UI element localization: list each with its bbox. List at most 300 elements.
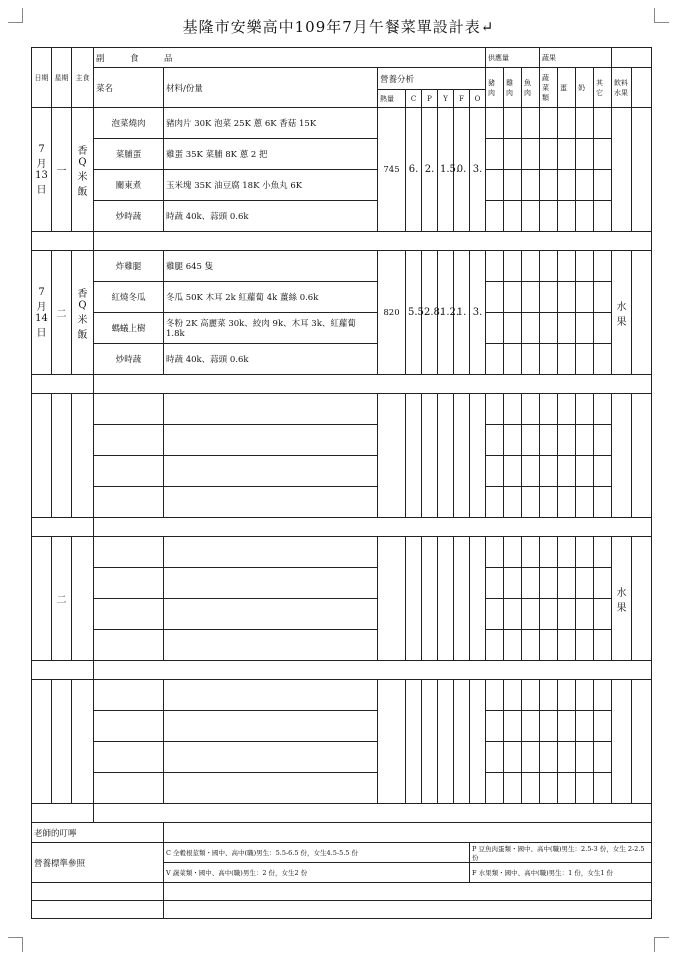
calories-value — [378, 680, 406, 804]
supply-cell — [522, 742, 540, 773]
supply-cell — [576, 711, 594, 742]
dish-name — [94, 599, 164, 630]
supply-cell — [486, 487, 504, 518]
supply-cell — [486, 139, 504, 170]
nutrient-f-value — [454, 680, 470, 804]
supply-cell — [522, 537, 540, 568]
supply-cell — [558, 139, 576, 170]
supply-cell — [594, 313, 612, 344]
supply-cell — [594, 773, 612, 804]
blank-cell — [32, 901, 164, 919]
blank-cell — [632, 537, 652, 661]
teacher-note-label: 老師的叮嚀 — [32, 823, 164, 843]
supply-cell — [522, 313, 540, 344]
nutrient-f-value: 1. — [454, 251, 470, 375]
nutrient-c-value — [406, 394, 422, 518]
calories-value: 820 — [378, 251, 406, 375]
footer-row — [32, 843, 652, 863]
separator-cell — [94, 375, 652, 394]
supply-cell — [486, 108, 504, 139]
calories-value — [378, 394, 406, 518]
header-ingredients: 材料/份量 — [164, 68, 378, 108]
dish-name: 紅燒冬瓜 — [94, 282, 164, 313]
supply-cell — [522, 630, 540, 661]
supply-cell — [540, 108, 558, 139]
supply-cell — [576, 394, 594, 425]
supply-cell — [486, 201, 504, 232]
supply-cell — [558, 201, 576, 232]
supply-cell — [486, 742, 504, 773]
day-date — [32, 394, 52, 518]
supply-cell — [594, 170, 612, 201]
supply-cell — [594, 108, 612, 139]
header-p: P — [422, 90, 438, 108]
supply-cell — [594, 599, 612, 630]
supply-cell — [540, 599, 558, 630]
table-row — [32, 282, 652, 313]
blank-cell — [632, 251, 652, 375]
header-date: 日期 — [32, 48, 52, 108]
day-date — [32, 680, 52, 804]
header-nutrition: 營養分析 — [378, 68, 486, 90]
dish-ingredients: 時蔬 40k、蒜頭 0.6k — [164, 344, 378, 375]
nutrient-p-value: 2.8. — [422, 251, 438, 375]
dish-ingredients: 時蔬 40k、蒜頭 0.6k — [164, 201, 378, 232]
day-staple: 香Q米飯 — [72, 108, 94, 232]
header-col-2: 魚肉 — [522, 68, 540, 108]
nutrient-o-value: 3. — [470, 108, 486, 232]
nutrient-y-value — [438, 537, 454, 661]
day-staple: 香Q米飯 — [72, 251, 94, 375]
dish-ingredients: 雞腿 645 隻 — [164, 251, 378, 282]
supply-cell — [576, 742, 594, 773]
nutrient-y-value — [438, 680, 454, 804]
supply-cell — [576, 630, 594, 661]
nutrient-f-value: 0. — [454, 108, 470, 232]
supply-cell — [540, 344, 558, 375]
header-f: F — [454, 90, 470, 108]
supply-cell — [504, 201, 522, 232]
header-drink: 飲料水果 — [612, 68, 632, 108]
dish-ingredients — [164, 599, 378, 630]
supply-cell — [522, 201, 540, 232]
supply-cell — [540, 201, 558, 232]
blank-cell — [32, 883, 164, 901]
nutrient-p-value: 2. — [422, 108, 438, 232]
nutrient-o-value — [470, 680, 486, 804]
dish-name: 炒時蔬 — [94, 344, 164, 375]
nutrient-y-value — [438, 394, 454, 518]
standard-v: V 蔬菜類・國中、高中(職)男生：2 份，女生2 份 — [164, 863, 470, 883]
header-col-5: 奶 — [576, 68, 594, 108]
day-staple — [72, 394, 94, 518]
day-weekday: 二 — [52, 251, 72, 375]
supply-cell — [594, 282, 612, 313]
dish-name — [94, 680, 164, 711]
day-date — [32, 537, 52, 661]
teacher-note-content — [164, 823, 652, 843]
footer-row — [32, 883, 652, 901]
separator-cell — [94, 518, 652, 537]
supply-cell — [540, 568, 558, 599]
supply-cell — [522, 680, 540, 711]
table-row — [32, 711, 652, 742]
nutrient-y-value: 1.2. — [438, 251, 454, 375]
dish-ingredients — [164, 630, 378, 661]
supply-cell — [558, 251, 576, 282]
supply-cell — [486, 599, 504, 630]
supply-cell — [558, 680, 576, 711]
blank-cell — [164, 901, 652, 919]
supply-cell — [576, 599, 594, 630]
supply-cell — [504, 773, 522, 804]
table-row — [32, 201, 652, 232]
table-row — [32, 139, 652, 170]
header-calories: 熱量 — [378, 90, 406, 108]
supply-cell — [504, 282, 522, 313]
supply-cell — [486, 773, 504, 804]
table-row — [32, 742, 652, 773]
supply-cell — [504, 313, 522, 344]
nutrient-o-value: 3. — [470, 251, 486, 375]
dish-name — [94, 568, 164, 599]
header-col-3: 蔬菜類 — [540, 68, 558, 108]
dish-name — [94, 773, 164, 804]
supply-cell — [576, 108, 594, 139]
supply-cell — [522, 282, 540, 313]
supply-cell — [486, 711, 504, 742]
nutrient-p-value — [422, 680, 438, 804]
fruit-value: 水果 — [612, 537, 632, 661]
supply-cell — [540, 456, 558, 487]
nutrient-p-value — [422, 537, 438, 661]
supply-cell — [576, 680, 594, 711]
table-row — [32, 599, 652, 630]
supply-cell — [504, 394, 522, 425]
supply-cell — [558, 344, 576, 375]
supply-cell — [594, 425, 612, 456]
supply-cell — [486, 313, 504, 344]
crop-mark-bottom-left — [8, 937, 23, 952]
header-col-1: 雞肉 — [504, 68, 522, 108]
separator-cell — [32, 661, 94, 680]
supply-cell — [522, 108, 540, 139]
supply-cell — [540, 425, 558, 456]
supply-cell — [594, 344, 612, 375]
supply-cell — [594, 139, 612, 170]
supply-cell — [486, 456, 504, 487]
supply-cell — [504, 630, 522, 661]
dish-ingredients: 玉米塊 35K 油豆腐 18K 小魚丸 6K — [164, 170, 378, 201]
supply-cell — [504, 344, 522, 375]
supply-cell — [504, 108, 522, 139]
supply-cell — [540, 139, 558, 170]
supply-cell — [558, 568, 576, 599]
separator-cell — [32, 518, 94, 537]
dish-ingredients — [164, 711, 378, 742]
supply-cell — [486, 537, 504, 568]
dish-ingredients — [164, 537, 378, 568]
header-col-0: 豬肉 — [486, 68, 504, 108]
supply-cell — [504, 680, 522, 711]
header-staple: 主食 — [72, 48, 94, 108]
dish-ingredients: 冬瓜 50K 木耳 2k 紅蘿蔔 4k 薑絲 0.6k — [164, 282, 378, 313]
supply-cell — [522, 711, 540, 742]
supply-cell — [558, 599, 576, 630]
supply-cell — [540, 680, 558, 711]
supply-cell — [594, 537, 612, 568]
separator-cell — [32, 804, 94, 823]
supply-cell — [522, 139, 540, 170]
fruit-value — [612, 680, 632, 804]
supply-cell — [504, 599, 522, 630]
dish-ingredients — [164, 425, 378, 456]
header-weekday: 星期 — [52, 48, 72, 108]
dish-name — [94, 456, 164, 487]
supply-cell — [522, 456, 540, 487]
table-row — [32, 568, 652, 599]
supply-cell — [504, 251, 522, 282]
day-date: 7月13日 — [32, 108, 52, 232]
table-row — [32, 773, 652, 804]
nutrient-y-value: 1.5. — [438, 108, 454, 232]
day-weekday — [52, 394, 72, 518]
table-row — [32, 394, 652, 425]
blank-cell — [632, 394, 652, 518]
dish-ingredients: 豬肉片 30K 泡菜 25K 蔥 6K 香菇 15K — [164, 108, 378, 139]
supply-cell — [504, 425, 522, 456]
supply-cell — [540, 282, 558, 313]
supply-cell — [540, 313, 558, 344]
supply-cell — [576, 425, 594, 456]
table-row — [32, 456, 652, 487]
blank-cell — [632, 108, 652, 232]
supply-cell — [558, 773, 576, 804]
supply-cell — [540, 711, 558, 742]
supply-cell — [558, 282, 576, 313]
dish-name — [94, 630, 164, 661]
header-supply: 供應量 — [486, 48, 540, 68]
supply-cell — [486, 394, 504, 425]
nutrition-standard-label: 營養標準參照 — [32, 843, 164, 883]
separator-cell — [94, 804, 652, 823]
supply-cell — [504, 139, 522, 170]
supply-cell — [558, 108, 576, 139]
supply-cell — [594, 394, 612, 425]
blank-cell — [632, 680, 652, 804]
supply-cell — [594, 711, 612, 742]
dish-name: 菜脯蛋 — [94, 139, 164, 170]
standard-c: C 全穀根莖類・國中、高中(職)男生：5.5-6.5 份，女生4.5-5.5 份 — [164, 843, 470, 863]
supply-cell — [558, 425, 576, 456]
table-row — [32, 344, 652, 375]
supply-cell — [504, 487, 522, 518]
table-row — [32, 170, 652, 201]
supply-cell — [576, 139, 594, 170]
dish-name — [94, 394, 164, 425]
supply-cell — [522, 773, 540, 804]
menu-table-body — [32, 48, 652, 919]
supply-cell — [558, 711, 576, 742]
dish-name — [94, 742, 164, 773]
day-staple — [72, 680, 94, 804]
supply-cell — [594, 742, 612, 773]
dish-ingredients: 雞蛋 35K 菜脯 8K 蔥 2 把 — [164, 139, 378, 170]
supply-cell — [594, 568, 612, 599]
separator-cell — [94, 232, 652, 251]
fruit-value — [612, 394, 632, 518]
table-row — [32, 680, 652, 711]
supply-cell — [486, 251, 504, 282]
supply-cell — [504, 742, 522, 773]
supply-cell — [486, 425, 504, 456]
footer-row — [32, 901, 652, 919]
page-title: 基隆市安樂高中109年7月午餐菜單設計表↵ — [182, 18, 495, 36]
table-row — [32, 630, 652, 661]
supply-cell — [594, 456, 612, 487]
supply-cell — [522, 394, 540, 425]
separator-cell — [32, 232, 94, 251]
supply-cell — [522, 568, 540, 599]
supply-cell — [576, 170, 594, 201]
supply-cell — [576, 537, 594, 568]
supply-cell — [540, 251, 558, 282]
supply-cell — [486, 344, 504, 375]
table-row — [32, 313, 652, 344]
supply-cell — [486, 630, 504, 661]
day-date: 7月14日 — [32, 251, 52, 375]
dish-name — [94, 425, 164, 456]
separator-row — [32, 375, 652, 394]
header-fruits: 蔬果 — [540, 48, 612, 68]
header-o: O — [470, 90, 486, 108]
supply-cell — [558, 394, 576, 425]
nutrient-f-value — [454, 394, 470, 518]
day-weekday: 二 — [52, 537, 72, 661]
supply-cell — [522, 344, 540, 375]
footer-row — [32, 823, 652, 843]
header-dish-name: 菜名 — [94, 68, 164, 108]
fruit-value — [612, 108, 632, 232]
supply-cell — [504, 170, 522, 201]
table-row — [32, 251, 652, 282]
nutrient-c-value: 6. — [406, 108, 422, 232]
separator-row — [32, 518, 652, 537]
header-c: C — [406, 90, 422, 108]
supply-cell — [558, 630, 576, 661]
supply-cell — [576, 568, 594, 599]
supply-cell — [486, 680, 504, 711]
supply-cell — [576, 201, 594, 232]
supply-cell — [594, 251, 612, 282]
day-weekday — [52, 680, 72, 804]
separator-row — [32, 232, 652, 251]
supply-cell — [594, 487, 612, 518]
supply-cell — [504, 537, 522, 568]
dish-ingredients: 冬粉 2K 高麗菜 30k、絞肉 9k、木耳 3k、紅蘿蔔 1.8k — [164, 313, 378, 344]
supply-cell — [540, 742, 558, 773]
calories-value: 745 — [378, 108, 406, 232]
supply-cell — [522, 599, 540, 630]
nutrient-o-value — [470, 537, 486, 661]
blank-cell — [164, 883, 652, 901]
supply-cell — [558, 537, 576, 568]
standard-f: F 水果類・國中、高中(職)男生：1 份，女生1 份 — [470, 863, 652, 883]
table-row — [32, 537, 652, 568]
dish-ingredients — [164, 680, 378, 711]
supply-cell — [522, 251, 540, 282]
calories-value — [378, 537, 406, 661]
dish-name: 炒時蔬 — [94, 201, 164, 232]
supply-cell — [540, 487, 558, 518]
supply-cell — [522, 425, 540, 456]
nutrient-c-value: 5.5. — [406, 251, 422, 375]
fruit-value: 水果 — [612, 251, 632, 375]
supply-cell — [558, 313, 576, 344]
supply-cell — [594, 680, 612, 711]
supply-cell — [522, 487, 540, 518]
dish-ingredients — [164, 742, 378, 773]
supply-cell — [504, 456, 522, 487]
supply-cell — [576, 282, 594, 313]
standard-p: P 豆魚肉蛋類・國中、高中(職)男生：2.5-3 份，女生 2-2.5 份 — [470, 843, 652, 863]
supply-cell — [504, 568, 522, 599]
table-row — [32, 425, 652, 456]
dish-name: 炸雞腿 — [94, 251, 164, 282]
separator-cell — [94, 661, 652, 680]
supply-cell — [522, 170, 540, 201]
nutrient-c-value — [406, 680, 422, 804]
crop-mark-bottom-right — [654, 937, 669, 952]
separator-cell — [32, 375, 94, 394]
day-staple — [72, 537, 94, 661]
supply-cell — [558, 170, 576, 201]
supply-cell — [594, 630, 612, 661]
supply-cell — [540, 630, 558, 661]
supply-cell — [504, 711, 522, 742]
supply-cell — [558, 742, 576, 773]
header-y: Y — [438, 90, 454, 108]
dish-name: 關東煮 — [94, 170, 164, 201]
table-row — [32, 487, 652, 518]
supply-cell — [558, 487, 576, 518]
menu-table — [31, 47, 652, 919]
supply-cell — [576, 773, 594, 804]
dish-name — [94, 711, 164, 742]
supply-cell — [558, 456, 576, 487]
dish-ingredients — [164, 773, 378, 804]
supply-cell — [540, 773, 558, 804]
supply-cell — [576, 456, 594, 487]
separator-row — [32, 804, 652, 823]
supply-cell — [576, 251, 594, 282]
dish-name — [94, 487, 164, 518]
separator-row — [32, 661, 652, 680]
dish-name: 泡菜燒肉 — [94, 108, 164, 139]
supply-cell — [576, 313, 594, 344]
supply-cell — [576, 487, 594, 518]
dish-ingredients — [164, 487, 378, 518]
header-side-dishes: 副 食 品 — [94, 48, 486, 68]
dish-ingredients — [164, 456, 378, 487]
supply-cell — [486, 170, 504, 201]
nutrient-o-value — [470, 394, 486, 518]
header-col-4: 蛋 — [558, 68, 576, 108]
nutrient-c-value — [406, 537, 422, 661]
supply-cell — [486, 568, 504, 599]
table-row — [32, 108, 652, 139]
supply-cell — [540, 537, 558, 568]
